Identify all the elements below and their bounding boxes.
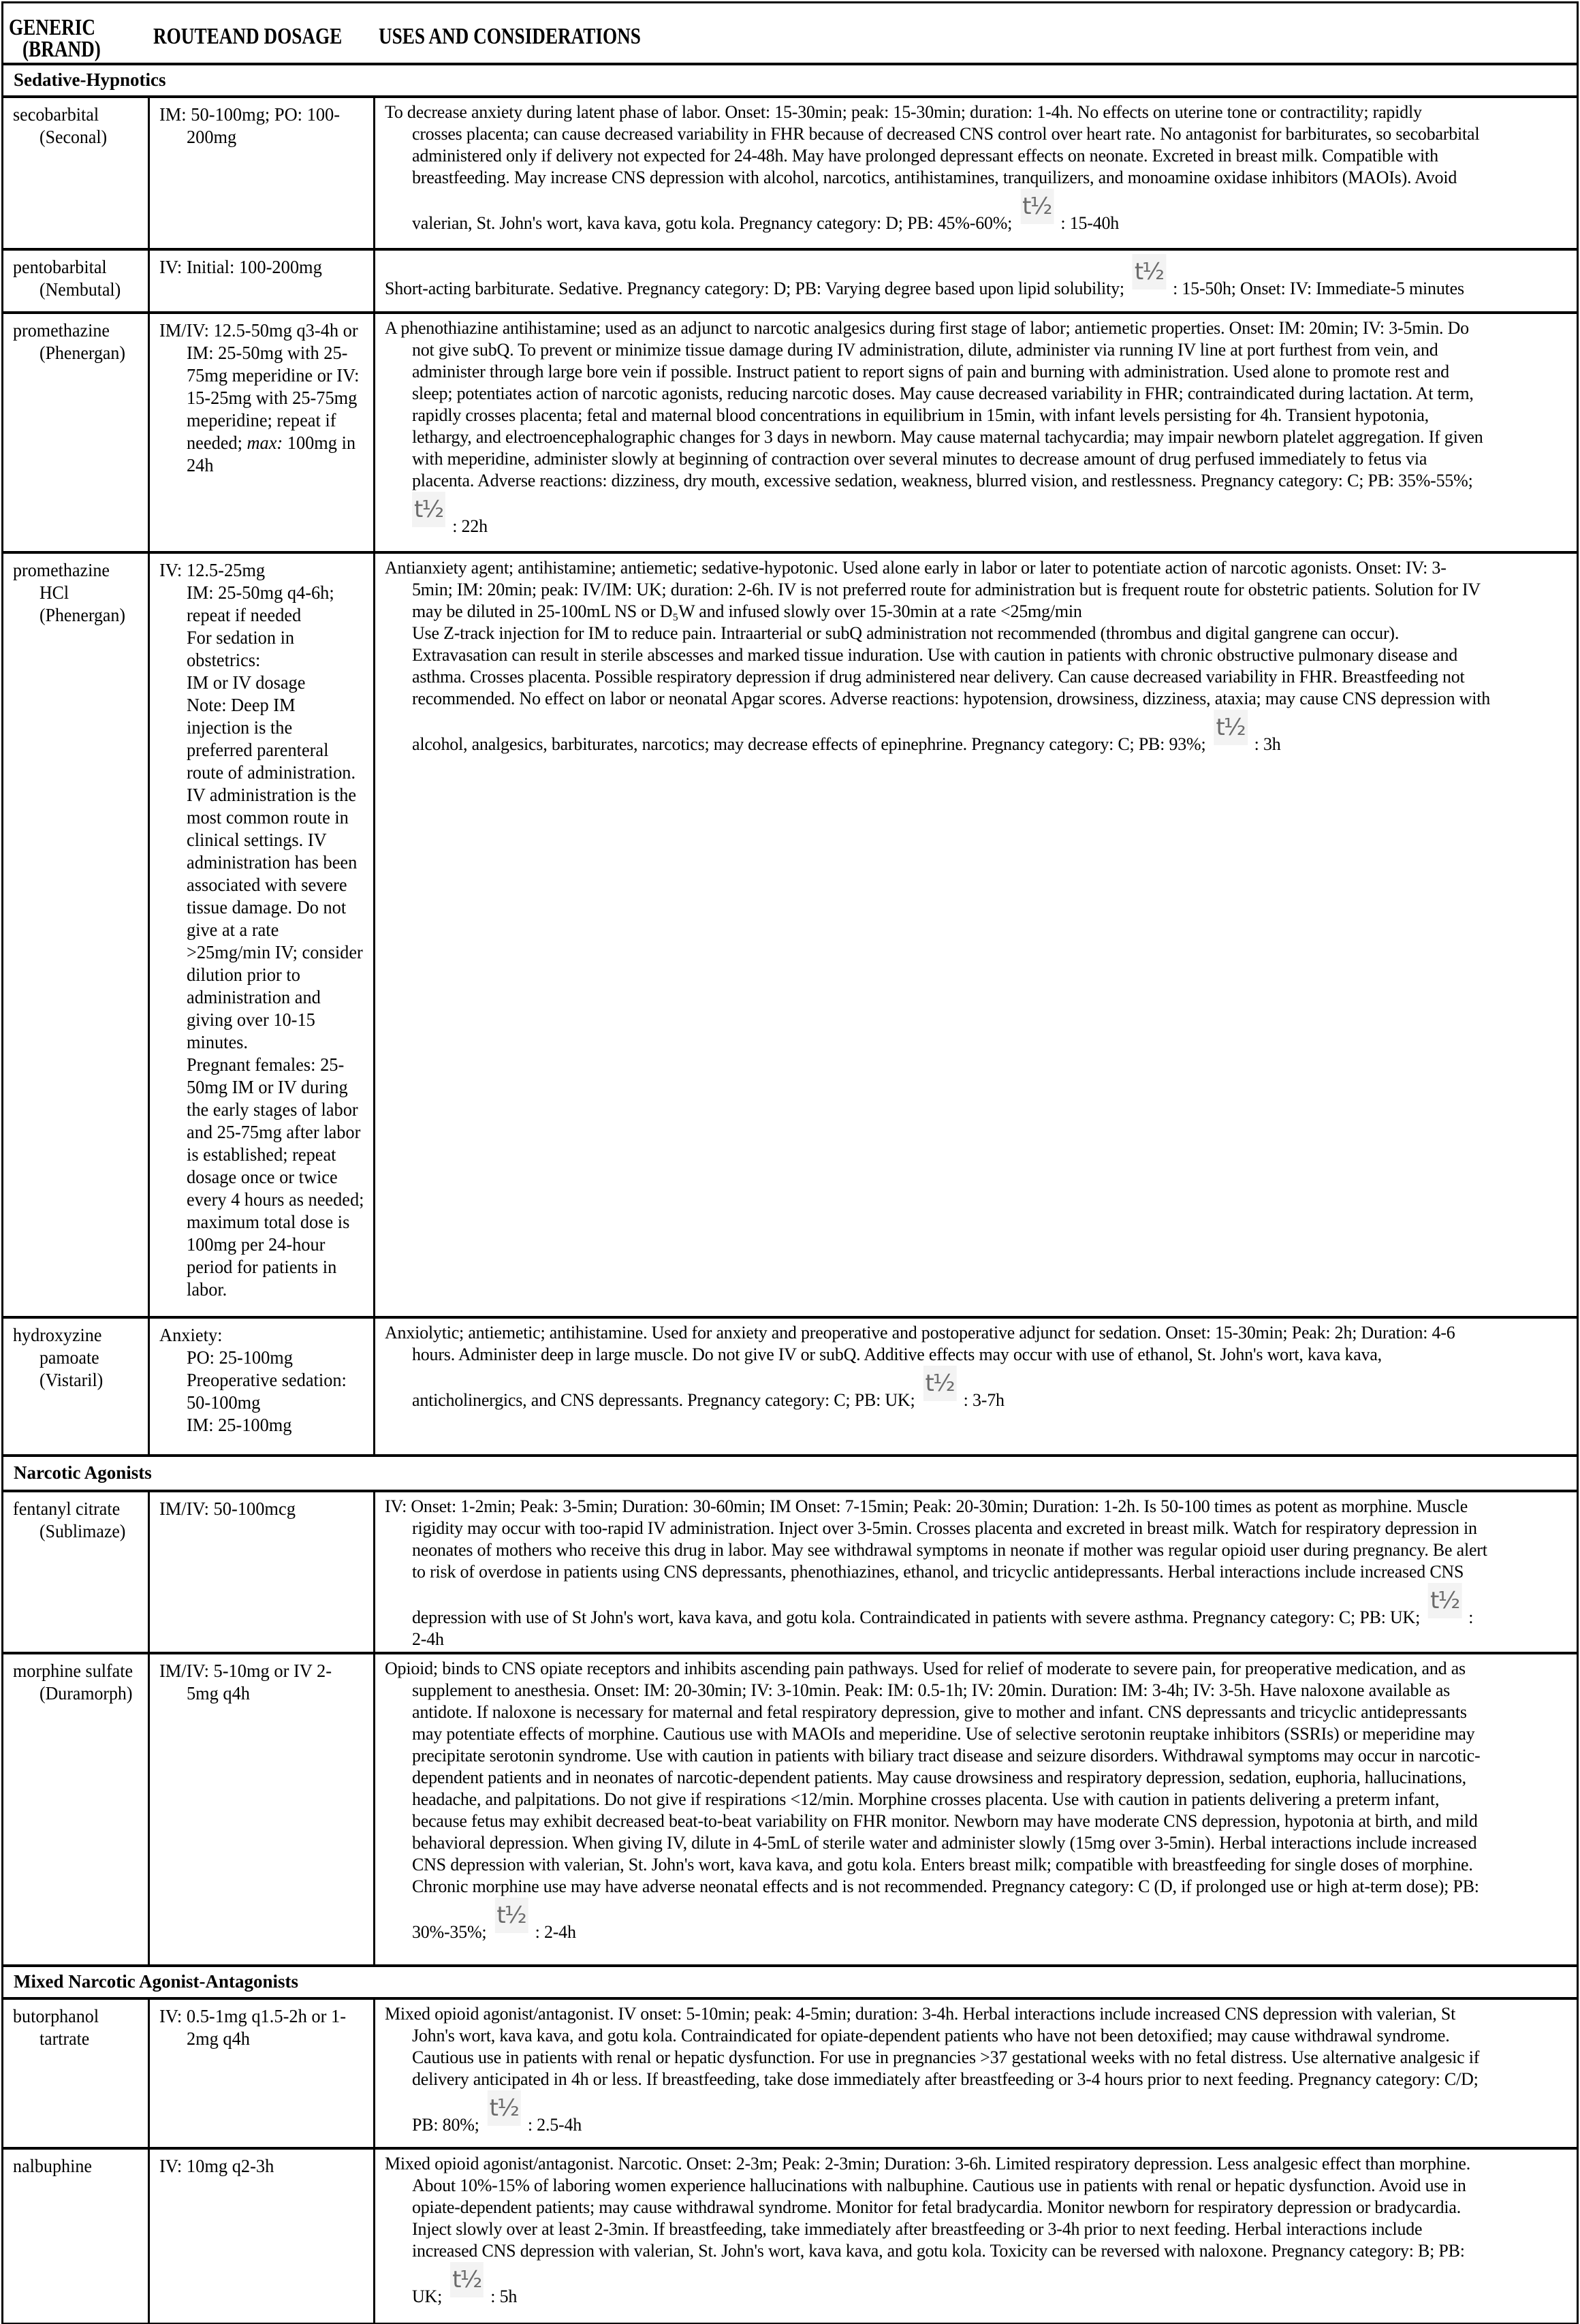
half-life-icon: t½ (488, 2090, 521, 2126)
uses-line: dependent patients and in neonates of narcotic-dependent patients. May cause drowsiness and respiratory depression, sedation, euphoria, hallucinations, (412, 1767, 1466, 1787)
uses-line: IV: Onset: 1-2min; Peak: 3-5min; Duration: 30-60min; IM Onset: 7-15min; Peak: 20-30min; Duration: 1-2h. Is 50-100 times as potent as morphine. Muscle (385, 1496, 1468, 1516)
half-life-value: : 3h (1254, 734, 1281, 754)
route-cell (149, 1317, 375, 1456)
uses-line-text: Short-acting barbiturate. Sedative. Pregnancy category: D; PB: Varying degree based upon lipid solubility; (385, 278, 1124, 298)
route-line: giving over 10-15 (187, 1009, 315, 1030)
uses-line: rigidity may occur with too-rapid IV administration. Inject over 3-5min. Crosses placenta and excreted in breast milk. Watch for respiratory depression in (412, 1518, 1477, 1538)
route-line: IM/IV: 50-100mcg (159, 1498, 296, 1519)
route-line: is established; repeat (187, 1144, 336, 1165)
half-life-value: : 2.5-4h (527, 2114, 582, 2135)
uses-line: sleep; potentiates action of narcotic agonists, reducing narcotic doses. May cause decreased variability in FHR; contraindicated during lactation. At term, (412, 383, 1474, 403)
uses-line: Opioid; binds to CNS opiate receptors and inhibits ascending pain pathways. Used for relief of moderate to severe pain, for preoperative medication, and as (385, 1658, 1466, 1678)
section-title: Narcotic Agonists (14, 1462, 152, 1483)
route-line: preferred parenteral (187, 739, 329, 760)
route-line: repeat if needed (187, 604, 302, 625)
uses-line: John's wort, kava kava, and gotu kola. Contraindicated for opiate-dependent patients who have not been detoxified; may cause withdrawal syndrome. (412, 2025, 1450, 2045)
uses-line: with meperidine, administer slowly at beginning of contraction over several minutes to decrease amount of drug perfused immediately to fetus via (412, 448, 1427, 469)
route-line: period for patients in (187, 1256, 337, 1277)
half-life-icon: t½ (923, 1366, 956, 1401)
uses-line-text: depression with use of St John's wort, kava kava, and gotu kola. Contraindicated in patients with severe asthma. Pregnancy category: C; PB: UK; (412, 1607, 1421, 1627)
route-line: clinical settings. IV (187, 829, 327, 850)
route-text: 100mg in (283, 432, 356, 453)
route-line: Anxiety: (159, 1324, 223, 1345)
half-life-value: : 2-4h (535, 1921, 576, 1942)
uses-line-text: valerian, St. John's wort, kava kava, gotu kola. Pregnancy category: D; PB: 45%-60%; (412, 213, 1013, 233)
route-emphasis: max: (247, 432, 283, 453)
route-line: dosage once or twice (187, 1166, 338, 1187)
uses-cell (375, 97, 1578, 249)
section-header (3, 1966, 1578, 1998)
route-line: PO: 25-100mg (187, 1347, 293, 1368)
generic-cell (3, 313, 149, 552)
uses-line: 5min; IM: 20min; peak: IV/IM: UK; duration: 2-6h. IV is not preferred route for administration but is frequent route for obstetric patients. Solution for IV (412, 579, 1481, 599)
generic-cell (3, 97, 149, 249)
route-cell (149, 2148, 375, 2324)
half-life-value: : 22h (452, 516, 488, 536)
uses-cell (375, 1317, 1578, 1456)
route-line: 2mg q4h (187, 2028, 250, 2049)
table-header (3, 3, 1578, 64)
generic-name: secobarbital (13, 104, 99, 125)
uses-line: to risk of overdose in patients using CNS depressants, phenothiazines, ethanol, and tricyclic antidepressants. Herbal interactions include increased CNS (412, 1561, 1464, 1582)
route-cell (149, 249, 375, 313)
half-life-icon: t½ (450, 2262, 484, 2297)
route-line: IM: 50-100mg; PO: 100- (159, 104, 341, 125)
section-title: Mixed Narcotic Agonist-Antagonists (14, 1971, 298, 1992)
route-cell (149, 552, 375, 1317)
route-line: Note: Deep IM (187, 694, 296, 715)
generic-name: butorphanol (13, 2005, 99, 2026)
uses-line: placenta. Adverse reactions: dizziness, dry mouth, excessive sedation, weakness, blurred vision, and restlessness. Pregnancy category: C; PB: 35%-55%; (412, 470, 1473, 490)
drug-row (3, 1317, 1578, 1456)
uses-line: increased CNS depression with valerian, St. John's wort, kava kava, and gotu kola. Toxicity can be reversed with naloxone. Pregnancy category: B; PB: (412, 2240, 1465, 2261)
route-line: For sedation in (187, 627, 295, 648)
route-line: tissue damage. Do not (187, 896, 347, 917)
generic-cell (3, 249, 149, 313)
drug-row (3, 552, 1578, 1317)
uses-line: hours. Administer deep in large muscle. Do not give IV or subQ. Additive effects may occur with use of ethanol, St. John's wort, kava kava, (412, 1344, 1382, 1364)
half-life-icon: t½ (1214, 710, 1247, 745)
generic-name: nalbuphine (13, 2155, 92, 2176)
generic-cell (3, 1491, 149, 1653)
route-line: IV: 10mg q2-3h (159, 2155, 274, 2176)
uses-line: Mixed opioid agonist/antagonist. Narcotic. Onset: 2-3m; Peak: 2-3min; Duration: 3-6h. Limited respiratory depression. Less analgesic effect than morphine. (385, 2153, 1470, 2173)
uses-line-text: UK; (412, 2286, 443, 2306)
route-line: 75mg meperidine or IV: (187, 364, 360, 386)
route-line: administration and (187, 986, 321, 1007)
section-header (3, 64, 1578, 97)
uses-line: behavioral depression. When giving IV, dilute in 4-5mL of sterile water and administer slowly (15mg over 3-5min). Herbal interactions include increased (412, 1832, 1477, 1853)
half-life-icon: t½ (1133, 254, 1166, 289)
uses-line-text: PB: 80%; (412, 2114, 479, 2135)
uses-line: may potentiate effects of morphine. Cautious use with MAOIs and meperidine. Use of selective serotonin reuptake inhibitors (SSRIs) or meperidine may (412, 1723, 1475, 1744)
uses-line: Use Z-track injection for IM to reduce pain. Intraarterial or subQ administration not recommended (thrombus and digital gangrene can occur). (412, 623, 1400, 643)
half-life-icon: t½ (1020, 189, 1054, 224)
uses-line: breastfeeding. May increase CNS depression with alcohol, narcotics, antihistamines, tranquilizers, and monoamine oxidase inhibitors (MAOIs). Avoid (412, 167, 1457, 187)
route-line: maximum total dose is (187, 1211, 350, 1232)
half-life-icon: t½ (1428, 1583, 1462, 1618)
generic-name: hydroxyzine (13, 1324, 102, 1345)
uses-cell (375, 1491, 1578, 1653)
generic-name: promethazine (13, 319, 110, 341)
drug-table-body (3, 3, 1578, 2324)
half-life-line (412, 189, 1569, 234)
uses-line: lethargy, and electroencephalographic changes for 3 days in newborn. May cause maternal tachycardia; may impair newborn platelet aggregation. If given (412, 426, 1483, 447)
uses-line: Inject slowly over at least 2-3min. If breastfeeding, take immediately after breastfeeding or 3-4h prior to next feeding. Herbal interactions include (412, 2218, 1423, 2239)
generic-name: pentobarbital (13, 256, 107, 277)
route-line: 15-25mg with 25-75mg (187, 387, 358, 408)
route-line: minutes. (187, 1031, 249, 1052)
half-life-icon: t½ (494, 1898, 528, 1933)
route-line: obstetrics: (187, 649, 261, 670)
route-line: IM: 25-50mg with 25- (187, 342, 348, 363)
route-line: 50-100mg (187, 1392, 261, 1413)
drug-row (3, 97, 1578, 249)
uses-line-text: alcohol, analgesics, barbiturates, narcotics; may decrease effects of epinephrine. Pregnancy category: C; PB: 93%; (412, 734, 1206, 754)
uses-line: crosses placenta; can cause decreased variability in FHR because of decreased CNS control over heart rate. No antagonist for barbiturates, so secobarbital (412, 123, 1480, 144)
generic-brand-line: (Phenergan) (40, 342, 125, 363)
generic-name: morphine sulfate (13, 1660, 133, 1681)
header-uses-and-considerations: USES AND CONSIDERATIONS (379, 24, 641, 49)
half-life-line (385, 254, 1570, 300)
half-life-line (412, 2262, 1569, 2308)
uses-line-text: 30%-35%; (412, 1921, 487, 1942)
drug-row (3, 313, 1578, 552)
generic-cell (3, 1998, 149, 2148)
uses-line: Anxiolytic; antiemetic; antihistamine. Used for anxiety and preoperative and postoperative adjunct for sedation. Onset: 15-30min; Peak: 2h; Duration: 4-6 (385, 1322, 1455, 1342)
route-cell (149, 1998, 375, 2148)
generic-brand-line: tartrate (40, 2028, 90, 2049)
generic-cell (3, 552, 149, 1317)
route-line: IM: 25-50mg q4-6h; (187, 582, 334, 603)
route-line: every 4 hours as needed; (187, 1189, 364, 1210)
table-header-row (3, 3, 1578, 64)
route-line: 24h (187, 454, 214, 475)
route-line: IV: 12.5-25mg (159, 559, 266, 580)
uses-line: CNS depression with valerian, St. John's wort, kava kava, and gotu kola. Enters breast milk; compatible with breastfeeding for single doses of morphine. (412, 1854, 1473, 1874)
uses-line: not give subQ. To prevent or minimize tissue damage during IV administration, dilute, administer via running IV line at port furthest from vein, and (412, 339, 1438, 360)
route-line: the early stages of labor (187, 1099, 358, 1120)
route-line: IV: 0.5-1mg q1.5-2h or 1- (159, 2005, 347, 2026)
uses-line: antidote. If naloxone is necessary for maternal and fetal respiratory depression, give to mother and infant. CNS depressants and tricyclic antidepressants (412, 1701, 1467, 1722)
uses-cell (375, 313, 1578, 552)
half-life-value: : 3-7h (963, 1389, 1005, 1410)
uses-cell (375, 552, 1578, 1317)
uses-line: About 10%-15% of laboring women experience hallucinations with nalbuphine. Cautious use in patients with renal or hepatic dysfunction. Avoid use in (412, 2175, 1466, 2195)
half-life-line (412, 1583, 1569, 1629)
half-life-value: : 15-50h; Onset: IV: Immediate-5 minutes (1173, 278, 1464, 298)
route-line: labor. (187, 1278, 227, 1300)
generic-cell (3, 2148, 149, 2324)
generic-brand-line: pamoate (40, 1347, 99, 1368)
generic-brand-line: (Sublimaze) (40, 1520, 126, 1541)
section-header-row (3, 1456, 1578, 1491)
drug-row (3, 2148, 1578, 2324)
generic-brand-line: (Seconal) (40, 126, 108, 147)
uses-line: Extravasation can result in sterile abscesses and marked tissue induration. Use with caution in patients with chronic obstructive pulmonary disease and (412, 644, 1458, 665)
route-line: IM/IV: 5-10mg or IV 2- (159, 1660, 332, 1681)
route-line: IM/IV: 12.5-50mg q3-4h or (159, 319, 358, 341)
route-line: administration has been (187, 851, 358, 873)
uses-line: administered only if delivery not expected for 24-48h. May have prolonged depressant effects on neonate. Excreted in breast milk. Compatible with (412, 145, 1438, 166)
uses-line: Chronic morphine use may have adverse neonatal effects and is not recommended. Pregnancy category: C (D, if prolonged use or high at-term dose); PB: (412, 1876, 1479, 1896)
half-life-line (412, 492, 1569, 537)
section-title: Sedative-Hypnotics (14, 69, 166, 90)
uses-line: To decrease anxiety during latent phase of labor. Onset: 15-30min; peak: 15-30min; duration: 1-4h. No effects on uterine tone or contractility; rapidly (385, 101, 1422, 122)
half-life-line (412, 1366, 1569, 1411)
route-line: give at a rate (187, 919, 279, 940)
section-header-row (3, 64, 1578, 97)
drug-row (3, 1998, 1578, 2148)
section-header (3, 1456, 1578, 1491)
uses-line-text: anticholinergics, and CNS depressants. Pregnancy category: C; PB: UK; (412, 1389, 915, 1410)
generic-brand-line: (Duramorph) (40, 1682, 133, 1703)
section-header-row (3, 1966, 1578, 1998)
route-line (187, 432, 366, 454)
uses-cell (375, 249, 1578, 313)
uses-line: headache, and palpitations. Do not give if respirations <12/min. Morphine crosses placenta. Use with caution in patients delivering a preterm infant, (412, 1789, 1440, 1809)
route-line: associated with severe (187, 874, 347, 895)
route-cell (149, 313, 375, 552)
half-life-line (412, 710, 1569, 755)
uses-cell (375, 2148, 1578, 2324)
uses-cell (375, 1998, 1578, 2148)
generic-cell (3, 1653, 149, 1966)
drug-row (3, 1653, 1578, 1966)
route-line: 50mg IM or IV during (187, 1076, 348, 1097)
route-line: IV: Initial: 100-200mg (159, 256, 322, 277)
route-line: 200mg (187, 126, 237, 147)
route-cell (149, 1653, 375, 1966)
uses-line: Cautious use in patients with renal or hepatic dysfunction. For use in pregnancies >37 gestational weeks with no fetal distress. Use alternative analgesic if (412, 2047, 1480, 2067)
half-life-value: : 15-40h (1060, 213, 1120, 233)
drug-table (1, 1, 1579, 2324)
uses-line: because fetus may exhibit decreased beat-to-beat variability on FHR monitor. Newborn may have moderate CNS depression, hypotonia at birth, and mild (412, 1810, 1478, 1831)
route-line: most common route in (187, 806, 349, 828)
route-text: needed; (187, 432, 247, 453)
uses-line: asthma. Crosses placenta. Possible respiratory depression if drug administered near delivery. Can cause decreased variability in FHR. Breastfeeding not (412, 666, 1465, 687)
drug-row (3, 249, 1578, 313)
generic-brand-line: (Phenergan) (40, 604, 125, 625)
route-line: Preoperative sedation: (187, 1369, 347, 1390)
uses-line: 2-4h (412, 1629, 444, 1649)
half-life-value: : 5h (490, 2286, 518, 2306)
uses-line: neonates of mothers who receive this drug in labor. May see withdrawal symptoms in neonate if mother was regular opioid user during pregnancy. Be alert (412, 1539, 1487, 1560)
header-route-and-dosage: ROUTEAND DOSAGE (153, 24, 343, 49)
route-line: IM: 25-100mg (187, 1414, 292, 1435)
half-life-line (412, 2090, 1569, 2136)
generic-name: promethazine (13, 559, 110, 580)
uses-line: may be diluted in 25-100mL NS or D₅W and infused slowly over 15-30min at a rate <25mg/min (412, 601, 1082, 621)
uses-line: delivery anticipated in 4h or less. If breastfeeding, take dose immediately after breastfeeding or 3-4 hours prior to next feeding. Pregnancy category: C/D; (412, 2069, 1479, 2089)
uses-line: recommended. No effect on labor or neonatal Apgar scores. Adverse reactions: hypotension, drowsiness, dizziness, ataxia; may cause CNS depression with (412, 688, 1491, 708)
route-line: Pregnant females: 25- (187, 1054, 345, 1075)
route-line: route of administration. (187, 761, 356, 783)
route-line: IM or IV dosage (187, 672, 306, 693)
route-line: IV administration is the (187, 784, 357, 805)
uses-line: precipitate serotonin syndrome. Use with caution in patients with biliary tract disease and seizure disorders. Withdrawal symptoms may occur in narcotic- (412, 1745, 1481, 1765)
half-life-value: : (1468, 1607, 1474, 1627)
route-line: 5mg q4h (187, 1682, 250, 1703)
uses-line: Antianxiety agent; antihistamine; antiemetic; sedative-hypotonic. Used alone early in labor or later to potentiate action of narcotic agonists. Onset: IV: 3- (385, 557, 1447, 578)
uses-line: administer through large bore vein if possible. Instruct patient to report signs of pain and burning with administration. Used alone to promote rest and (412, 361, 1449, 381)
half-life-icon: t½ (412, 492, 445, 527)
route-cell (149, 97, 375, 249)
route-line: injection is the (187, 717, 293, 738)
uses-line: A phenothiazine antihistamine; used as an adjunct to narcotic analgesics during first stage of labor; antiemetic properties. Onset: IM: 20min; IV: 3-5min. Do (385, 317, 1469, 338)
route-line: and 25-75mg after labor (187, 1121, 361, 1142)
header-generic: GENERIC (9, 15, 95, 40)
generic-brand-line: HCl (40, 582, 69, 603)
route-line: 100mg per 24-hour (187, 1234, 326, 1255)
generic-brand-line: (Nembutal) (40, 279, 121, 300)
uses-cell (375, 1653, 1578, 1966)
generic-cell (3, 1317, 149, 1456)
generic-name: fentanyl citrate (13, 1498, 121, 1519)
generic-brand-line: (Vistaril) (40, 1369, 104, 1390)
header-brand: (BRAND) (22, 37, 101, 62)
half-life-line (412, 1898, 1569, 1943)
uses-line: Mixed opioid agonist/antagonist. IV onset: 5-10min; peak: 4-5min; duration: 3-4h. Herbal interactions include increased CNS depression with valerian, St (385, 2003, 1456, 2024)
uses-line: opiate-dependent patients; may cause withdrawal syndrome. Monitor for fetal bradycardia. Monitor newborn for respiratory depression or bradycardia. (412, 2197, 1462, 2217)
route-cell (149, 1491, 375, 1653)
route-line: dilution prior to (187, 964, 300, 985)
drug-row (3, 1491, 1578, 1653)
uses-line: rapidly crosses placenta; fetal and maternal blood concentrations in equilibrium in 15min, with infant levels persisting for 4h. Transient hypotonia, (412, 405, 1429, 425)
uses-line: supplement to anesthesia. Onset: IM: 20-30min; IV: 3-10min. Peak: IM: 0.5-1h; IV: 20min. Duration: IM: 3-4h; IV: 3-5h. Have naloxone available as (412, 1680, 1451, 1700)
route-line: >25mg/min IV; consider (187, 941, 363, 962)
route-line: meperidine; repeat if (187, 409, 336, 430)
